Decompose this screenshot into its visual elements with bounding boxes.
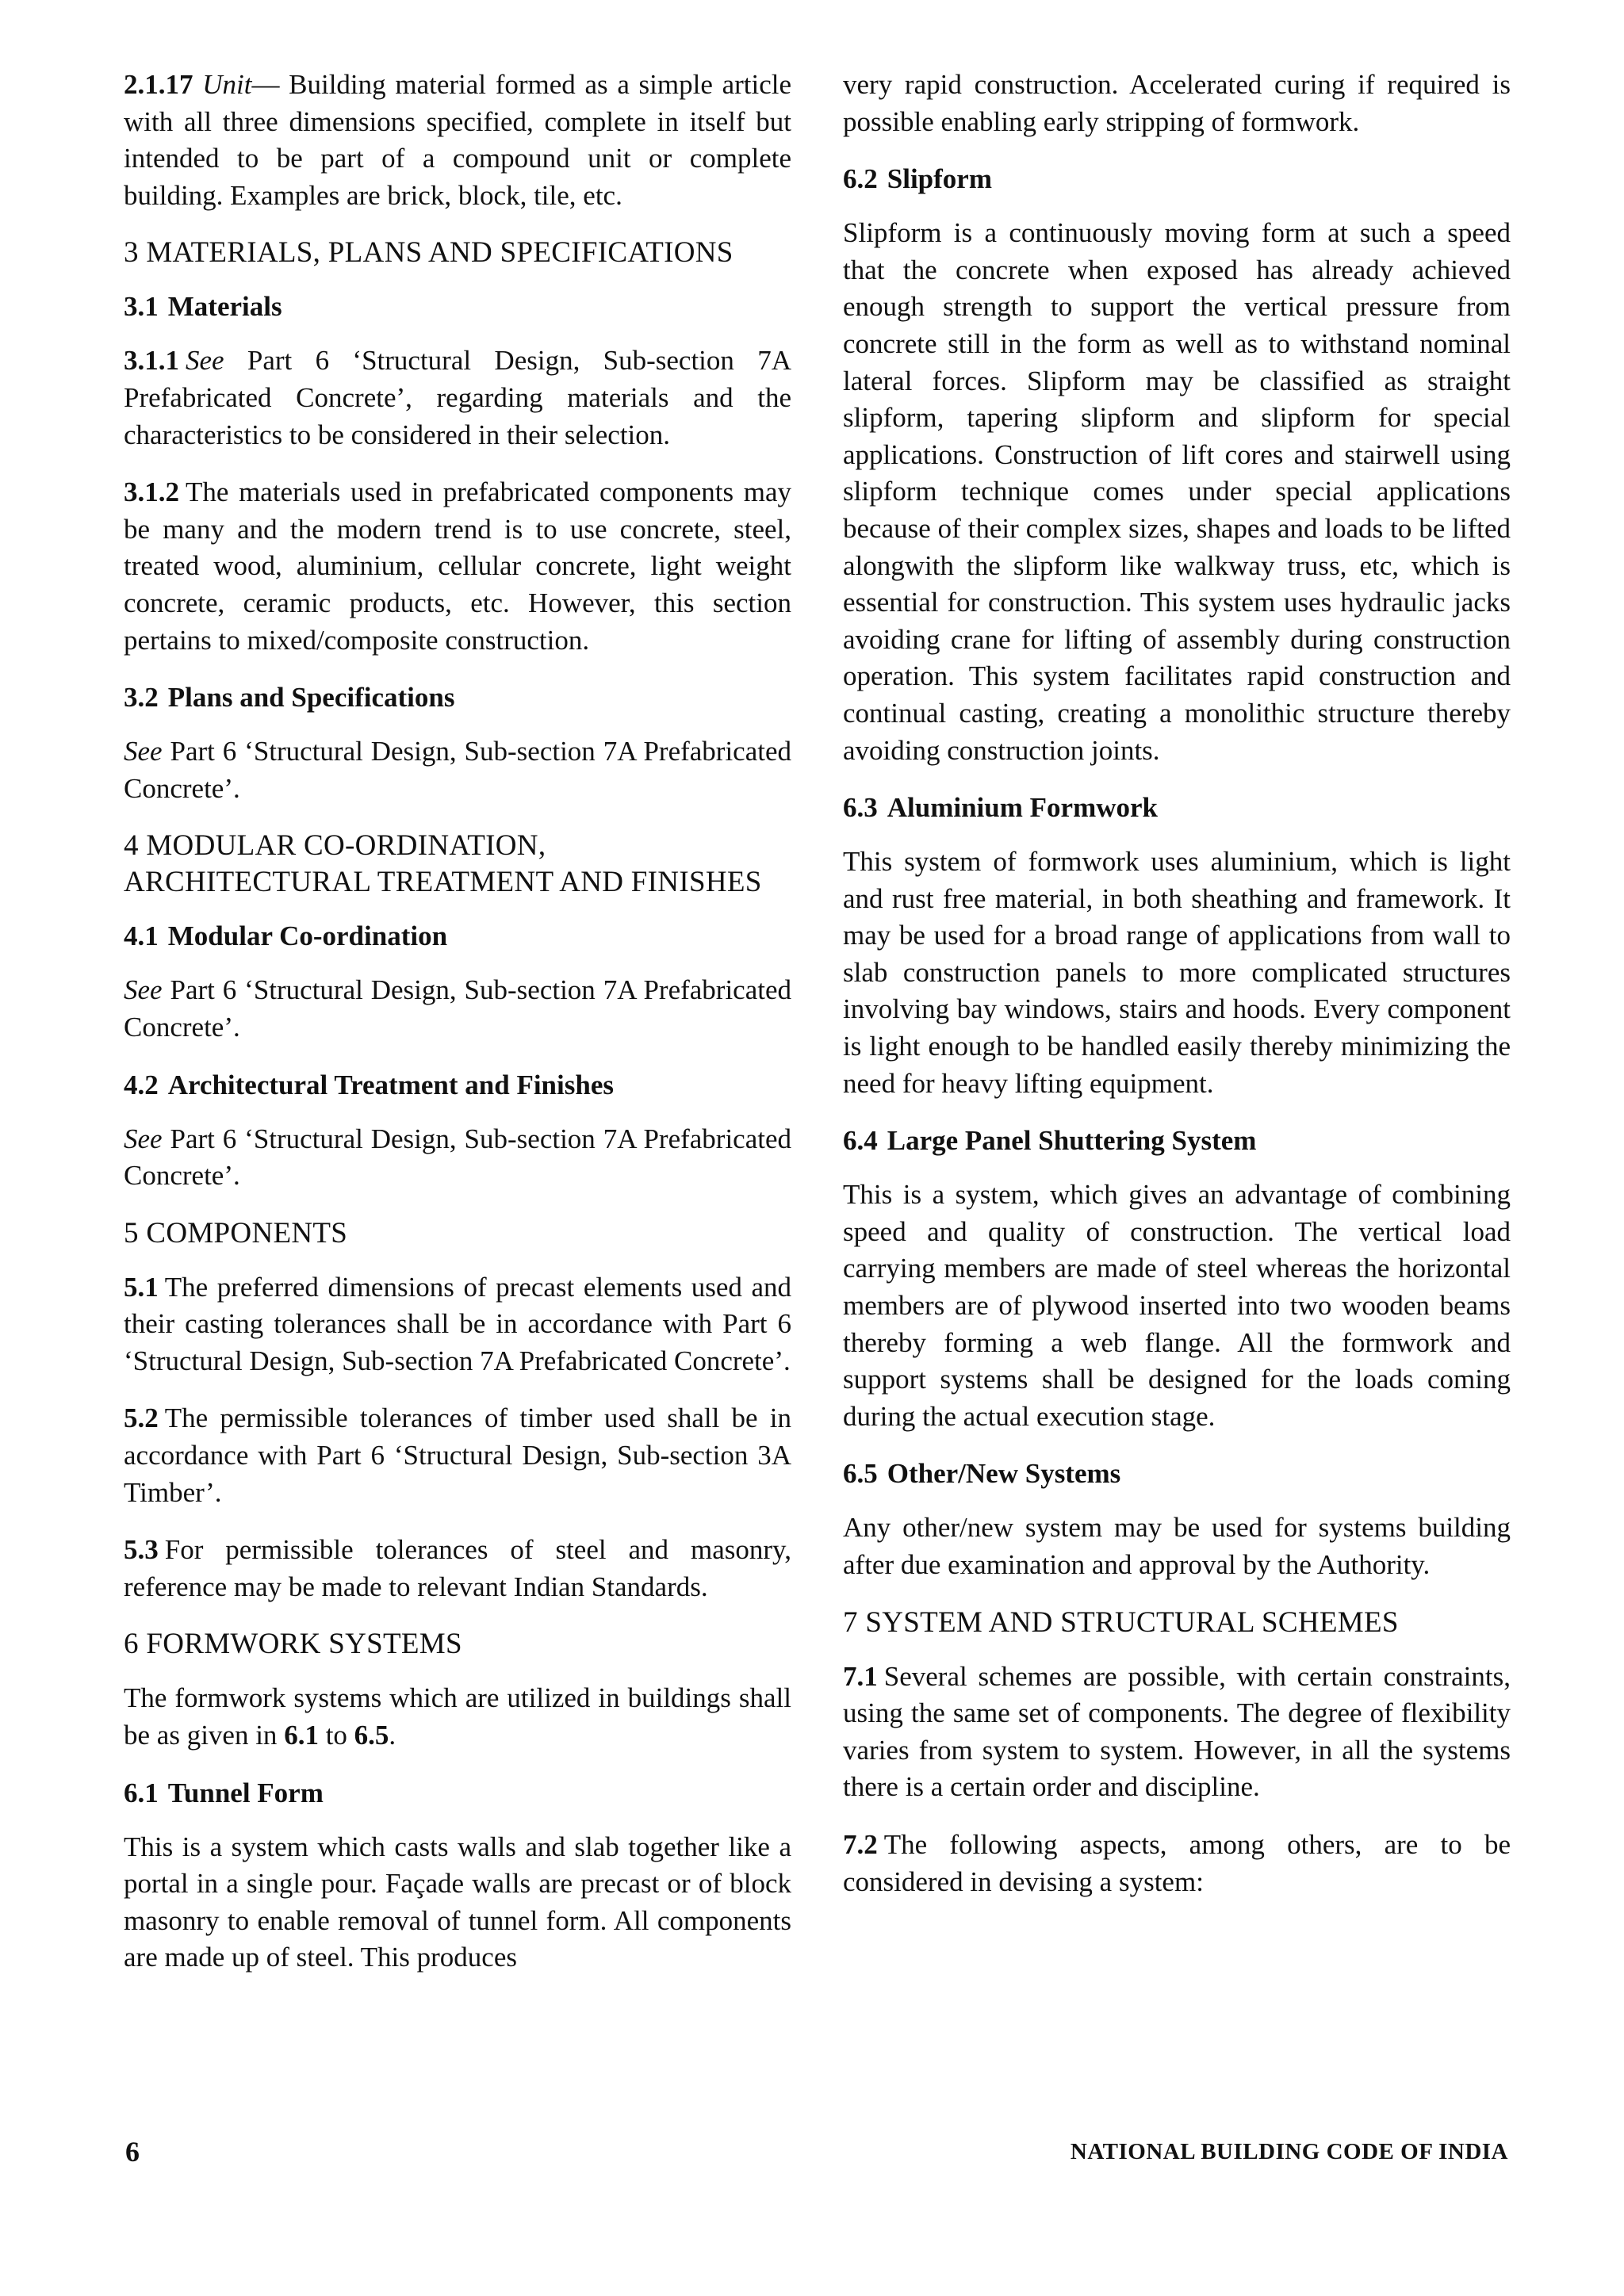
clause-text: Slipform is a continuously moving form at such a speed that the concrete when exposed has already achieved enough strength to support the vertical pressure from concrete still in the form as well as to withstand nominal lateral forces. Slipform may be classified as straight slipform, tapering slipform and slipform for special applications. Construction of lift cores and stairwell using slipform technique comes under special applications because of their complex sizes, shapes and loads to be lifted alongwith the slipform like walkway truss, etc, which is essential for construction. This system uses hydraulic jacks avoiding crane for lifting of assembly during construction operation. This system facilitates rapid construction and continual casting, creating a monolithic structure thereby avoiding construction joints. [843, 217, 1511, 766]
section-4-heading: 4 MODULAR CO-ORDINATION, ARCHITECTURAL TREATMENT AND FINISHES [124, 829, 762, 899]
left-column [124, 67, 791, 1997]
clause-text-end: . [389, 1720, 396, 1751]
defined-term: Unit [202, 69, 252, 100]
clause-text: Part 6 ‘Structural Design, Sub-section 7A Prefabricated Concrete’. [124, 736, 791, 804]
section-5-heading: 5 COMPONENTS [124, 1216, 348, 1249]
clause-number: 5.1 [124, 1271, 159, 1303]
subsection-number: 6.5 [843, 1458, 878, 1490]
em-dash: — [251, 69, 280, 100]
section-7-heading: 7 SYSTEM AND STRUCTURAL SCHEMES [843, 1605, 1399, 1639]
subsection-number: 6.4 [843, 1125, 878, 1157]
subsection-3-2-heading [124, 679, 791, 716]
clause-text: The formwork systems which are utilized in buildings shall be as given in [124, 1682, 791, 1751]
clause-text: Part 6 ‘Structural Design, Sub-section 7A Prefabricated Concrete’, regarding materials and the characteristics to be considered in their selection. [124, 345, 791, 450]
clause-2-1-17 [124, 67, 791, 214]
clause-4-2 [124, 1121, 791, 1195]
subsection-number: 4.2 [124, 1069, 159, 1100]
subsection-title: Plans and Specifications [167, 682, 455, 714]
subsection-title: Aluminium Formwork [887, 792, 1158, 824]
section-6-heading: 6 FORMWORK SYSTEMS [124, 1628, 462, 1661]
clause-text: Building material formed as a simple article with all three dimensions specified, complete in itself but intended to be part of a compound unit or complete building. Examples are brick, block, tile, etc. [124, 69, 792, 211]
clause-6-1-continued [843, 67, 1511, 140]
subsection-number: 3.1 [124, 291, 159, 323]
see-reference: See [124, 736, 163, 767]
page-number: 6 [125, 2136, 140, 2168]
clause-text: The preferred dimensions of precast elements used and their casting tolerances shall be in accordance with Part 6 ‘Structural Design, Sub-section 7A Prefabricated Concrete’. [124, 1271, 791, 1376]
see-reference: See [186, 345, 224, 377]
subsection-number: 6.3 [843, 792, 878, 824]
clause-text: Part 6 ‘Structural Design, Sub-section 7A Prefabricated Concrete’. [124, 974, 791, 1043]
clause-number: 2.1.17 [124, 69, 193, 100]
subsection-6-5-heading [843, 1456, 1511, 1492]
subsection-title: Other/New Systems [887, 1458, 1121, 1490]
clause-text: For permissible tolerances of steel and masonry, reference may be made to relevant Indian Standards. [124, 1534, 791, 1602]
clause-text: Part 6 ‘Structural Design, Sub-section 7A Prefabricated Concrete’. [124, 1123, 791, 1192]
clause-text: The permissible tolerances of timber used shall be in accordance with Part 6 ‘Structural Design, Sub-section 3A Timber’. [124, 1402, 791, 1508]
clause-5-3 [124, 1532, 791, 1605]
clause-7-1 [843, 1659, 1511, 1806]
subsection-title: Modular Co-ordination [167, 920, 448, 952]
subsection-number: 6.2 [843, 163, 878, 195]
subsection-6-3-heading [843, 790, 1511, 826]
clause-text: This is a system, which gives an advantage of combining speed and quality of construction. The vertical load carrying members are made of steel whereas the horizontal members are of plywood inserted into two wooden beams thereby forming a web flange. All the formwork and support systems shall be designed for the loads coming during the actual execution stage. [843, 1179, 1511, 1432]
subsection-title: Slipform [887, 163, 992, 195]
clause-6-3 [843, 844, 1511, 1102]
section-3-heading: 3 MATERIALS, PLANS AND SPECIFICATIONS [124, 236, 733, 270]
clause-number: 5.3 [124, 1534, 159, 1566]
clause-text: This is a system which casts walls and slab together like a portal in a single pour. Façade walls are precast or of block masonry to enable removal of tunnel form. All components are made up of steel. This produces [124, 1831, 791, 1973]
subsection-6-1-heading [124, 1775, 791, 1812]
see-reference: See [124, 974, 163, 1006]
clause-number: 3.1.2 [124, 476, 179, 508]
clause-4-1 [124, 972, 791, 1046]
clause-3-1-2 [124, 474, 791, 659]
clause-6-4 [843, 1177, 1511, 1435]
subsection-4-1-heading [124, 918, 791, 955]
clause-3-1-1 [124, 342, 791, 453]
clause-text: very rapid construction. Accelerated curing if required is possible enabling early stripping of formwork. [843, 69, 1511, 137]
subsection-6-2-heading [843, 161, 1511, 197]
clause-number: 3.1.1 [124, 345, 179, 377]
clause-number: 7.1 [843, 1660, 878, 1692]
clause-text: This system of formwork uses aluminium, which is light and rust free material, in both sheathing and framework. It may be used for a broad range of applications from wall to slab construction panels to more complicated structures involving bay windows, stairs and hoods. Every component is light enough to be handled easily thereby minimizing the need for heavy lifting equipment. [843, 846, 1511, 1099]
subsection-title: Architectural Treatment and Finishes [167, 1069, 614, 1100]
clause-number: 7.2 [843, 1828, 878, 1860]
subsection-4-2-heading [124, 1067, 791, 1104]
clause-text: Several schemes are possible, with certain constraints, using the same set of components. The degree of flexibility varies from system to system. However, in all the systems there is a certain order and discipline. [843, 1660, 1511, 1803]
clause-6-1 [124, 1829, 791, 1976]
clause-text-to: to [325, 1720, 347, 1751]
clause-5-1 [124, 1269, 791, 1380]
subsection-title: Tunnel Form [167, 1777, 324, 1808]
clause-6 [124, 1680, 791, 1754]
clause-text: The following aspects, among others, are to be considered in devising a system: [843, 1828, 1511, 1897]
subsection-number: 4.1 [124, 920, 159, 952]
subsection-title: Large Panel Shuttering System [887, 1125, 1257, 1157]
subsection-6-4-heading [843, 1123, 1511, 1159]
clause-number: 5.2 [124, 1402, 159, 1434]
clause-7-2 [843, 1827, 1511, 1900]
footer-document-title: NATIONAL BUILDING CODE OF INDIA [1070, 2139, 1508, 2164]
clause-3-2 [124, 733, 791, 807]
subsection-3-1-heading [124, 289, 791, 325]
right-column [843, 67, 1511, 1921]
clause-text: Any other/new system may be used for systems building after due examination and approval by the Authority. [843, 1512, 1511, 1580]
clause-reference: 6.1 [284, 1720, 319, 1751]
subsection-number: 3.2 [124, 682, 159, 714]
clause-6-5 [843, 1510, 1511, 1583]
clause-text: The materials used in prefabricated components may be many and the modern trend is to use concrete, steel, treated wood, aluminium, cellular concrete, light weight concrete, ceramic products, etc. However, this section pertains to mixed/composite construction. [124, 476, 791, 656]
clause-5-2 [124, 1400, 791, 1511]
subsection-title: Materials [167, 291, 282, 323]
subsection-number: 6.1 [124, 1777, 159, 1808]
clause-reference: 6.5 [354, 1720, 389, 1751]
clause-6-2 [843, 215, 1511, 769]
see-reference: See [124, 1123, 163, 1154]
